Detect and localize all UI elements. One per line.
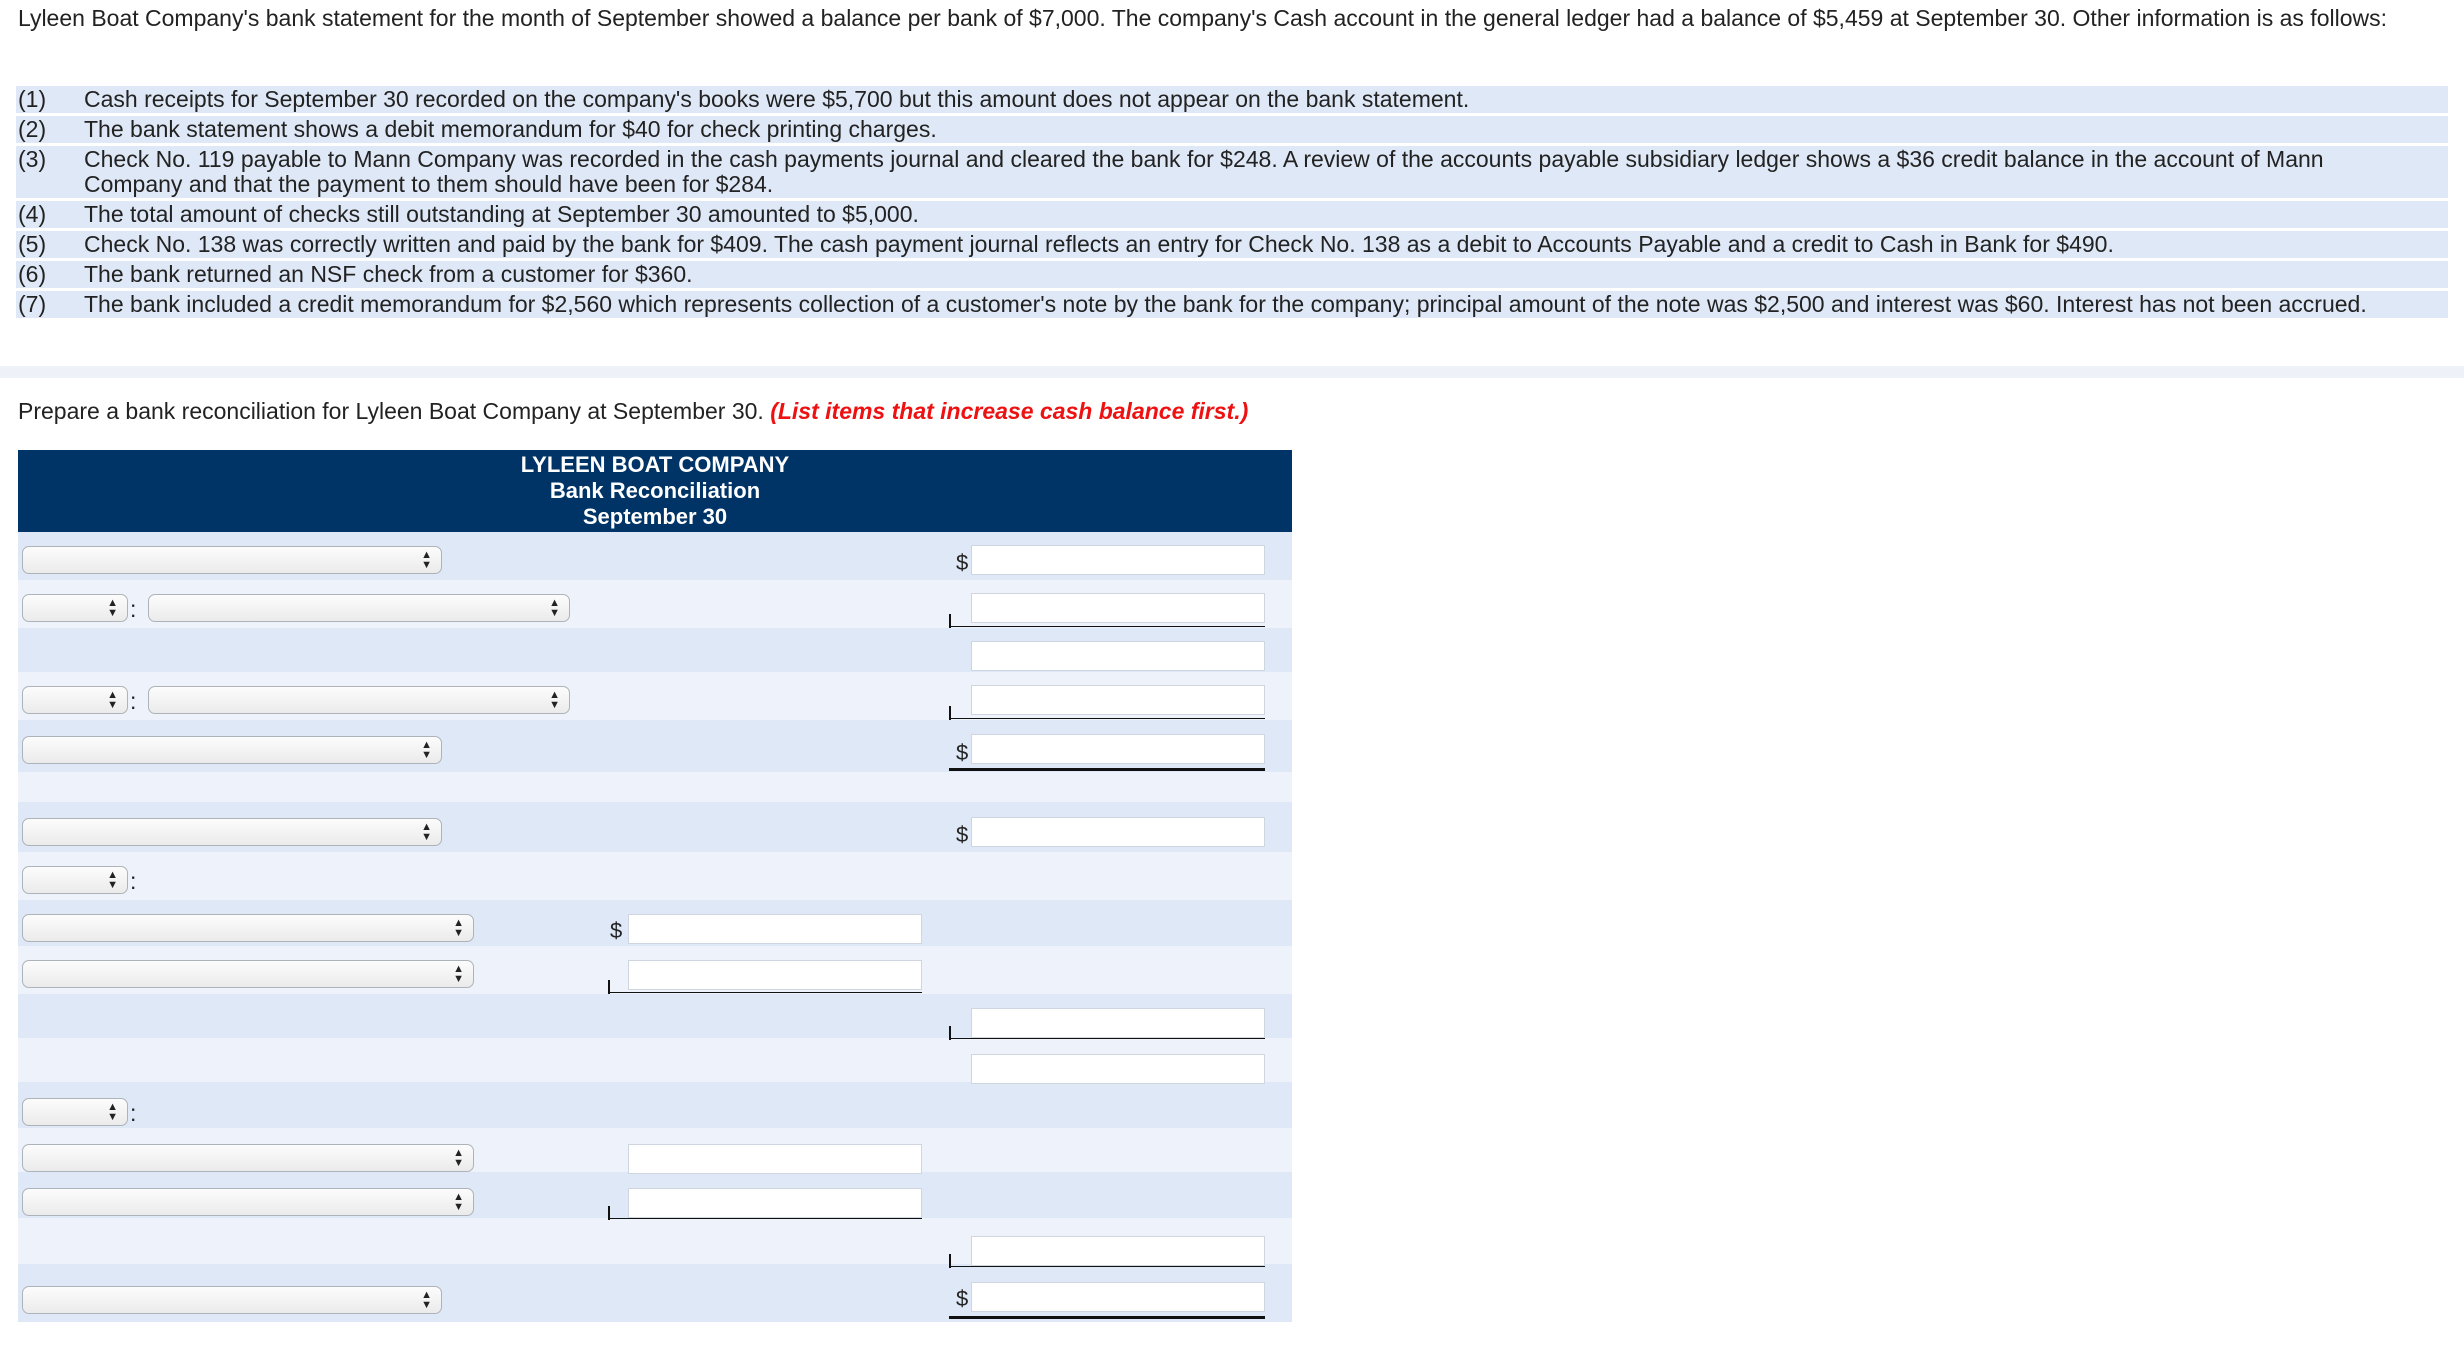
item-text: The bank statement shows a debit memorandum for $40 for check printing charges.	[84, 116, 937, 142]
amount-underline	[949, 718, 1265, 719]
bank-add-deduct-select[interactable]	[22, 594, 128, 622]
info-item-1	[16, 86, 2448, 113]
books-add-amount-1[interactable]	[628, 914, 922, 944]
books-add-amount-2[interactable]	[628, 960, 922, 990]
bank-deduction-item-select[interactable]	[148, 686, 570, 714]
dollar-sign: $	[956, 550, 969, 575]
books-deduct-amount-2[interactable]	[628, 1188, 922, 1218]
balance-per-bank-select[interactable]	[22, 546, 442, 574]
row-stripe	[18, 772, 1292, 802]
books-add-item-select-2[interactable]	[22, 960, 474, 988]
double-underline	[949, 1316, 1265, 1319]
select-arrows-icon: ▲ ▼	[421, 739, 432, 761]
select-arrows-icon: ▲ ▼	[453, 963, 464, 985]
books-deduct-item-select-2[interactable]	[22, 1188, 474, 1216]
books-deduct-amount-1[interactable]	[628, 1144, 922, 1174]
section-divider	[0, 366, 2464, 378]
item-text: The bank returned an NSF check from a customer for $360.	[84, 261, 693, 287]
select-arrows-icon: ▲ ▼	[421, 821, 432, 843]
bank-reconciliation-form	[18, 450, 1292, 1322]
dollar-sign: $	[610, 918, 623, 943]
books-deduct-item-select-1[interactable]	[22, 1144, 474, 1172]
balance-per-bank-amount[interactable]	[971, 545, 1265, 575]
item-number: (4)	[18, 201, 47, 227]
colon: :	[130, 596, 137, 622]
select-arrows-icon: ▲ ▼	[421, 549, 432, 571]
books-deduct-select[interactable]	[22, 1098, 128, 1126]
books-subtotal-amount[interactable]	[971, 1054, 1265, 1084]
amount-underline	[949, 1038, 1265, 1039]
info-item-7	[16, 291, 2448, 318]
info-item-5	[16, 231, 2448, 258]
select-arrows-icon: ▲ ▼	[421, 1289, 432, 1311]
prompt-hint: (List items that increase cash balance first.)	[770, 398, 1249, 424]
info-item-4	[16, 201, 2448, 228]
balance-per-books-amount[interactable]	[971, 817, 1265, 847]
books-add-item-select-1[interactable]	[22, 914, 474, 942]
select-arrows-icon: ▲ ▼	[549, 689, 560, 711]
bank-adjustment-item-select[interactable]	[148, 594, 570, 622]
double-underline	[949, 768, 1265, 771]
bank-subtotal-amount[interactable]	[971, 641, 1265, 671]
company-name: LYLEEN BOAT COMPANY	[520, 452, 790, 477]
item-text: The total amount of checks still outstanding at September 30 amounted to $5,000.	[84, 201, 919, 227]
info-item-6	[16, 261, 2448, 288]
problem-intro: Lyleen Boat Company's bank statement for the month of September showed a balance per bank of $7,000. The company's Cash account in the general ledger had a balance of $5,459 at September 30. Other information is as follows:	[18, 5, 2387, 31]
item-number: (2)	[18, 116, 47, 142]
bank-deduction-amount[interactable]	[971, 685, 1265, 715]
item-number: (3)	[18, 146, 47, 172]
item-number: (6)	[18, 261, 47, 287]
adjusted-bank-balance-select[interactable]	[22, 736, 442, 764]
item-number: (5)	[18, 231, 47, 257]
select-arrows-icon: ▲ ▼	[107, 597, 118, 619]
amount-underline	[949, 626, 1265, 627]
amount-underline	[608, 992, 922, 993]
select-arrows-icon: ▲ ▼	[107, 689, 118, 711]
books-add-select[interactable]	[22, 866, 128, 894]
instruction-prompt	[18, 398, 1248, 425]
statement-date: September 30	[582, 504, 728, 529]
adjusted-bank-balance-amount[interactable]	[971, 734, 1265, 764]
item-text: Check No. 138 was correctly written and paid by the bank for $409. The cash payment journal reflects an entry for Check No. 138 as a debit to Accounts Payable and a credit to Cash in Bank for $490.	[84, 231, 2114, 257]
select-arrows-icon: ▲ ▼	[453, 917, 464, 939]
item-text: Cash receipts for September 30 recorded on the company's books were $5,700 but this amount does not appear on the bank statement.	[84, 86, 1470, 112]
balance-per-books-select[interactable]	[22, 818, 442, 846]
adjusted-books-balance-select[interactable]	[22, 1286, 442, 1314]
bank-deduct-select[interactable]	[22, 686, 128, 714]
dollar-sign: $	[956, 822, 969, 847]
bank-adjustment-amount[interactable]	[971, 593, 1265, 623]
select-arrows-icon: ▲ ▼	[453, 1191, 464, 1213]
select-arrows-icon: ▲ ▼	[453, 1147, 464, 1169]
info-item-3	[16, 146, 2448, 198]
books-deductions-total[interactable]	[971, 1236, 1265, 1266]
statement-title: Bank Reconciliation	[549, 478, 761, 503]
item-number: (1)	[18, 86, 47, 112]
item-text: Check No. 119 payable to Mann Company was recorded in the cash payments journal and cleared the bank for $248. A review of the accounts payable subsidiary ledger shows a $36 credit balance in the account of Mann Company and that the payment to them should have been for $284.	[84, 146, 2324, 197]
colon: :	[130, 688, 137, 714]
info-item-2	[16, 116, 2448, 143]
select-arrows-icon: ▲ ▼	[107, 869, 118, 891]
colon: :	[130, 1100, 137, 1126]
item-number: (7)	[18, 291, 47, 317]
item-text: The bank included a credit memorandum for $2,560 which represents collection of a customer's note by the bank for the company; principal amount of the note was $2,500 and interest was $60. Interest has not been accrued.	[84, 291, 2367, 317]
colon: :	[130, 868, 137, 894]
books-additions-total[interactable]	[971, 1008, 1265, 1038]
adjusted-books-balance-amount[interactable]	[971, 1282, 1265, 1312]
form-header	[18, 450, 1292, 532]
dollar-sign: $	[956, 1286, 969, 1311]
row-stripe	[18, 852, 1292, 900]
select-arrows-icon: ▲ ▼	[549, 597, 560, 619]
dollar-sign: $	[956, 740, 969, 765]
select-arrows-icon: ▲ ▼	[107, 1101, 118, 1123]
amount-underline	[608, 1218, 922, 1219]
amount-underline	[949, 1266, 1265, 1267]
row-stripe	[18, 1082, 1292, 1128]
prompt-text: Prepare a bank reconciliation for Lyleen Boat Company at September 30.	[18, 398, 764, 424]
information-list	[16, 86, 2448, 321]
